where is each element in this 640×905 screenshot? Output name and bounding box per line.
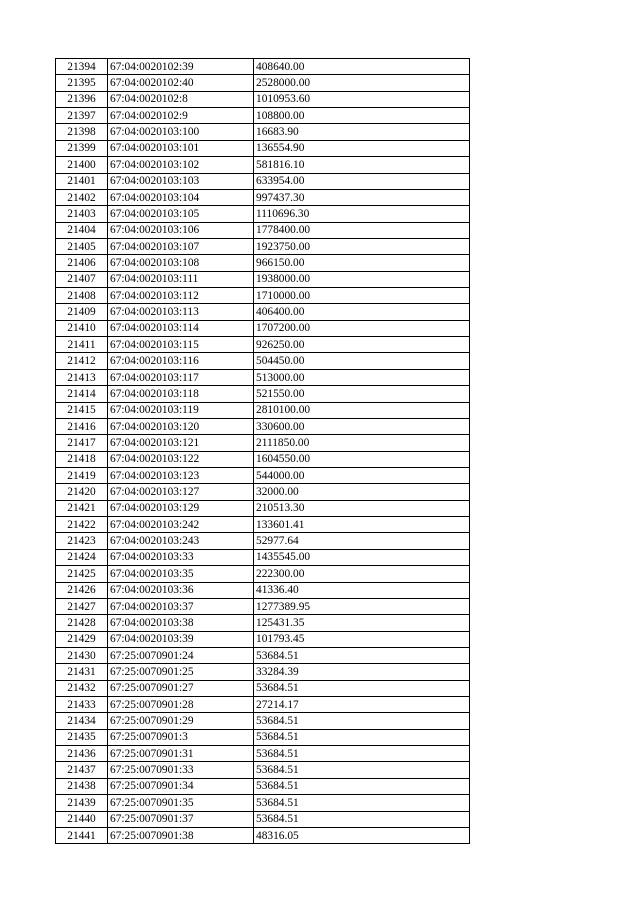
row-number-cell: 21429 bbox=[56, 631, 108, 647]
table-row bbox=[56, 549, 470, 565]
cadastral-number-cell: 67:04:0020103:39 bbox=[108, 631, 254, 647]
row-number-cell: 21439 bbox=[56, 795, 108, 811]
cadastral-value-cell: 53684.51 bbox=[254, 778, 470, 794]
row-number-cell: 21424 bbox=[56, 549, 108, 565]
cadastral-value-table bbox=[55, 58, 470, 844]
cadastral-value-cell: 41336.40 bbox=[254, 582, 470, 598]
cadastral-number-cell: 67:04:0020102:39 bbox=[108, 59, 254, 75]
table-row bbox=[56, 517, 470, 533]
cadastral-value-cell: 33284.39 bbox=[254, 664, 470, 680]
cadastral-value-cell: 52977.64 bbox=[254, 533, 470, 549]
cadastral-number-cell: 67:25:0070901:33 bbox=[108, 762, 254, 778]
table-row bbox=[56, 598, 470, 614]
cadastral-number-cell: 67:04:0020103:122 bbox=[108, 451, 254, 467]
cadastral-number-cell: 67:25:0070901:35 bbox=[108, 795, 254, 811]
cadastral-value-cell: 633954.00 bbox=[254, 173, 470, 189]
cadastral-number-cell: 67:04:0020103:123 bbox=[108, 467, 254, 483]
cadastral-value-cell: 1604550.00 bbox=[254, 451, 470, 467]
table-row bbox=[56, 304, 470, 320]
cadastral-number-cell: 67:25:0070901:38 bbox=[108, 827, 254, 843]
table-body bbox=[56, 59, 470, 844]
row-number-cell: 21410 bbox=[56, 320, 108, 336]
cadastral-value-cell: 408640.00 bbox=[254, 59, 470, 75]
cadastral-value-cell: 136554.90 bbox=[254, 140, 470, 156]
cadastral-value-cell: 108800.00 bbox=[254, 108, 470, 124]
cadastral-number-cell: 67:04:0020103:107 bbox=[108, 238, 254, 254]
cadastral-value-cell: 2528000.00 bbox=[254, 75, 470, 91]
table-row bbox=[56, 173, 470, 189]
table-row bbox=[56, 680, 470, 696]
table-row bbox=[56, 467, 470, 483]
cadastral-number-cell: 67:04:0020103:120 bbox=[108, 418, 254, 434]
cadastral-value-cell: 504450.00 bbox=[254, 353, 470, 369]
table-row bbox=[56, 59, 470, 75]
cadastral-value-cell: 544000.00 bbox=[254, 467, 470, 483]
cadastral-value-cell: 210513.30 bbox=[254, 500, 470, 516]
row-number-cell: 21407 bbox=[56, 271, 108, 287]
cadastral-value-cell: 926250.00 bbox=[254, 337, 470, 353]
cadastral-number-cell: 67:04:0020103:38 bbox=[108, 615, 254, 631]
cadastral-number-cell: 67:04:0020103:115 bbox=[108, 337, 254, 353]
cadastral-number-cell: 67:04:0020103:102 bbox=[108, 157, 254, 173]
table-row bbox=[56, 108, 470, 124]
cadastral-number-cell: 67:04:0020103:37 bbox=[108, 598, 254, 614]
row-number-cell: 21395 bbox=[56, 75, 108, 91]
row-number-cell: 21434 bbox=[56, 713, 108, 729]
table-row bbox=[56, 664, 470, 680]
cadastral-number-cell: 67:04:0020103:103 bbox=[108, 173, 254, 189]
table-row bbox=[56, 615, 470, 631]
cadastral-number-cell: 67:25:0070901:27 bbox=[108, 680, 254, 696]
row-number-cell: 21411 bbox=[56, 337, 108, 353]
row-number-cell: 21431 bbox=[56, 664, 108, 680]
row-number-cell: 21408 bbox=[56, 288, 108, 304]
cadastral-number-cell: 67:04:0020103:36 bbox=[108, 582, 254, 598]
cadastral-number-cell: 67:25:0070901:29 bbox=[108, 713, 254, 729]
table-row bbox=[56, 647, 470, 663]
table-row bbox=[56, 75, 470, 91]
table-row bbox=[56, 435, 470, 451]
cadastral-value-cell: 1778400.00 bbox=[254, 222, 470, 238]
row-number-cell: 21426 bbox=[56, 582, 108, 598]
cadastral-value-cell: 581816.10 bbox=[254, 157, 470, 173]
cadastral-number-cell: 67:04:0020103:101 bbox=[108, 140, 254, 156]
row-number-cell: 21419 bbox=[56, 467, 108, 483]
row-number-cell: 21398 bbox=[56, 124, 108, 140]
cadastral-number-cell: 67:04:0020102:9 bbox=[108, 108, 254, 124]
cadastral-number-cell: 67:04:0020103:113 bbox=[108, 304, 254, 320]
table-row bbox=[56, 533, 470, 549]
cadastral-number-cell: 67:04:0020102:8 bbox=[108, 91, 254, 107]
row-number-cell: 21413 bbox=[56, 369, 108, 385]
cadastral-number-cell: 67:25:0070901:31 bbox=[108, 746, 254, 762]
cadastral-number-cell: 67:04:0020103:100 bbox=[108, 124, 254, 140]
cadastral-value-cell: 2111850.00 bbox=[254, 435, 470, 451]
row-number-cell: 21402 bbox=[56, 189, 108, 205]
cadastral-number-cell: 67:04:0020103:105 bbox=[108, 206, 254, 222]
table-row bbox=[56, 582, 470, 598]
cadastral-number-cell: 67:04:0020103:129 bbox=[108, 500, 254, 516]
row-number-cell: 21420 bbox=[56, 484, 108, 500]
table-row bbox=[56, 484, 470, 500]
cadastral-value-cell: 1923750.00 bbox=[254, 238, 470, 254]
cadastral-value-cell: 1110696.30 bbox=[254, 206, 470, 222]
cadastral-value-cell: 133601.41 bbox=[254, 517, 470, 533]
cadastral-value-cell: 53684.51 bbox=[254, 647, 470, 663]
table-row bbox=[56, 124, 470, 140]
cadastral-number-cell: 67:04:0020103:119 bbox=[108, 402, 254, 418]
row-number-cell: 21421 bbox=[56, 500, 108, 516]
cadastral-number-cell: 67:04:0020103:116 bbox=[108, 353, 254, 369]
cadastral-number-cell: 67:04:0020103:33 bbox=[108, 549, 254, 565]
cadastral-number-cell: 67:04:0020103:127 bbox=[108, 484, 254, 500]
cadastral-number-cell: 67:04:0020103:111 bbox=[108, 271, 254, 287]
cadastral-number-cell: 67:04:0020103:117 bbox=[108, 369, 254, 385]
table-row bbox=[56, 713, 470, 729]
table-row bbox=[56, 827, 470, 843]
table-row bbox=[56, 255, 470, 271]
table-row bbox=[56, 697, 470, 713]
table-row bbox=[56, 500, 470, 516]
row-number-cell: 21400 bbox=[56, 157, 108, 173]
row-number-cell: 21397 bbox=[56, 108, 108, 124]
cadastral-value-cell: 330600.00 bbox=[254, 418, 470, 434]
cadastral-number-cell: 67:04:0020103:114 bbox=[108, 320, 254, 336]
table-row bbox=[56, 353, 470, 369]
table-row bbox=[56, 206, 470, 222]
cadastral-value-cell: 53684.51 bbox=[254, 746, 470, 762]
row-number-cell: 21437 bbox=[56, 762, 108, 778]
row-number-cell: 21438 bbox=[56, 778, 108, 794]
row-number-cell: 21409 bbox=[56, 304, 108, 320]
cadastral-value-cell: 101793.45 bbox=[254, 631, 470, 647]
table-row bbox=[56, 795, 470, 811]
table-row bbox=[56, 140, 470, 156]
row-number-cell: 21406 bbox=[56, 255, 108, 271]
cadastral-value-cell: 513000.00 bbox=[254, 369, 470, 385]
row-number-cell: 21418 bbox=[56, 451, 108, 467]
cadastral-number-cell: 67:25:0070901:3 bbox=[108, 729, 254, 745]
table-row bbox=[56, 320, 470, 336]
row-number-cell: 21403 bbox=[56, 206, 108, 222]
row-number-cell: 21416 bbox=[56, 418, 108, 434]
row-number-cell: 21440 bbox=[56, 811, 108, 827]
table-row bbox=[56, 729, 470, 745]
cadastral-number-cell: 67:04:0020103:108 bbox=[108, 255, 254, 271]
table-row bbox=[56, 402, 470, 418]
row-number-cell: 21401 bbox=[56, 173, 108, 189]
row-number-cell: 21412 bbox=[56, 353, 108, 369]
cadastral-value-cell: 966150.00 bbox=[254, 255, 470, 271]
row-number-cell: 21436 bbox=[56, 746, 108, 762]
table-row bbox=[56, 91, 470, 107]
row-number-cell: 21404 bbox=[56, 222, 108, 238]
table-row bbox=[56, 762, 470, 778]
row-number-cell: 21396 bbox=[56, 91, 108, 107]
table-row bbox=[56, 451, 470, 467]
cadastral-value-cell: 16683.90 bbox=[254, 124, 470, 140]
cadastral-value-cell: 32000.00 bbox=[254, 484, 470, 500]
row-number-cell: 21430 bbox=[56, 647, 108, 663]
table-row bbox=[56, 288, 470, 304]
cadastral-number-cell: 67:04:0020103:121 bbox=[108, 435, 254, 451]
cadastral-value-cell: 1938000.00 bbox=[254, 271, 470, 287]
row-number-cell: 21417 bbox=[56, 435, 108, 451]
table-row bbox=[56, 238, 470, 254]
table-row bbox=[56, 157, 470, 173]
row-number-cell: 21435 bbox=[56, 729, 108, 745]
row-number-cell: 21423 bbox=[56, 533, 108, 549]
cadastral-value-cell: 222300.00 bbox=[254, 566, 470, 582]
cadastral-value-cell: 997437.30 bbox=[254, 189, 470, 205]
cadastral-value-cell: 48316.05 bbox=[254, 827, 470, 843]
cadastral-value-cell: 125431.35 bbox=[254, 615, 470, 631]
table-row bbox=[56, 271, 470, 287]
table-row bbox=[56, 746, 470, 762]
table-row bbox=[56, 386, 470, 402]
row-number-cell: 21422 bbox=[56, 517, 108, 533]
cadastral-value-cell: 406400.00 bbox=[254, 304, 470, 320]
cadastral-value-cell: 53684.51 bbox=[254, 762, 470, 778]
row-number-cell: 21415 bbox=[56, 402, 108, 418]
row-number-cell: 21441 bbox=[56, 827, 108, 843]
row-number-cell: 21399 bbox=[56, 140, 108, 156]
cadastral-number-cell: 67:04:0020103:106 bbox=[108, 222, 254, 238]
cadastral-value-cell: 1010953.60 bbox=[254, 91, 470, 107]
cadastral-number-cell: 67:25:0070901:25 bbox=[108, 664, 254, 680]
table-row bbox=[56, 222, 470, 238]
table-row bbox=[56, 418, 470, 434]
cadastral-number-cell: 67:04:0020103:243 bbox=[108, 533, 254, 549]
cadastral-value-cell: 53684.51 bbox=[254, 713, 470, 729]
cadastral-value-cell: 27214.17 bbox=[254, 697, 470, 713]
table-row bbox=[56, 369, 470, 385]
cadastral-value-cell: 1277389.95 bbox=[254, 598, 470, 614]
cadastral-value-cell: 521550.00 bbox=[254, 386, 470, 402]
row-number-cell: 21433 bbox=[56, 697, 108, 713]
row-number-cell: 21425 bbox=[56, 566, 108, 582]
row-number-cell: 21428 bbox=[56, 615, 108, 631]
table-row bbox=[56, 566, 470, 582]
table-row bbox=[56, 337, 470, 353]
row-number-cell: 21427 bbox=[56, 598, 108, 614]
cadastral-number-cell: 67:04:0020103:118 bbox=[108, 386, 254, 402]
cadastral-number-cell: 67:25:0070901:28 bbox=[108, 697, 254, 713]
cadastral-number-cell: 67:04:0020103:35 bbox=[108, 566, 254, 582]
table-row bbox=[56, 189, 470, 205]
cadastral-value-cell: 53684.51 bbox=[254, 811, 470, 827]
cadastral-number-cell: 67:04:0020103:112 bbox=[108, 288, 254, 304]
cadastral-number-cell: 67:25:0070901:24 bbox=[108, 647, 254, 663]
cadastral-value-cell: 53684.51 bbox=[254, 729, 470, 745]
table-row bbox=[56, 631, 470, 647]
cadastral-value-cell: 1435545.00 bbox=[254, 549, 470, 565]
cadastral-value-cell: 53684.51 bbox=[254, 795, 470, 811]
table-row bbox=[56, 778, 470, 794]
table-row bbox=[56, 811, 470, 827]
row-number-cell: 21414 bbox=[56, 386, 108, 402]
cadastral-number-cell: 67:04:0020102:40 bbox=[108, 75, 254, 91]
row-number-cell: 21394 bbox=[56, 59, 108, 75]
cadastral-value-cell: 2810100.00 bbox=[254, 402, 470, 418]
cadastral-value-cell: 1707200.00 bbox=[254, 320, 470, 336]
cadastral-number-cell: 67:25:0070901:34 bbox=[108, 778, 254, 794]
cadastral-value-cell: 1710000.00 bbox=[254, 288, 470, 304]
row-number-cell: 21405 bbox=[56, 238, 108, 254]
cadastral-number-cell: 67:25:0070901:37 bbox=[108, 811, 254, 827]
row-number-cell: 21432 bbox=[56, 680, 108, 696]
cadastral-number-cell: 67:04:0020103:242 bbox=[108, 517, 254, 533]
cadastral-value-cell: 53684.51 bbox=[254, 680, 470, 696]
cadastral-number-cell: 67:04:0020103:104 bbox=[108, 189, 254, 205]
